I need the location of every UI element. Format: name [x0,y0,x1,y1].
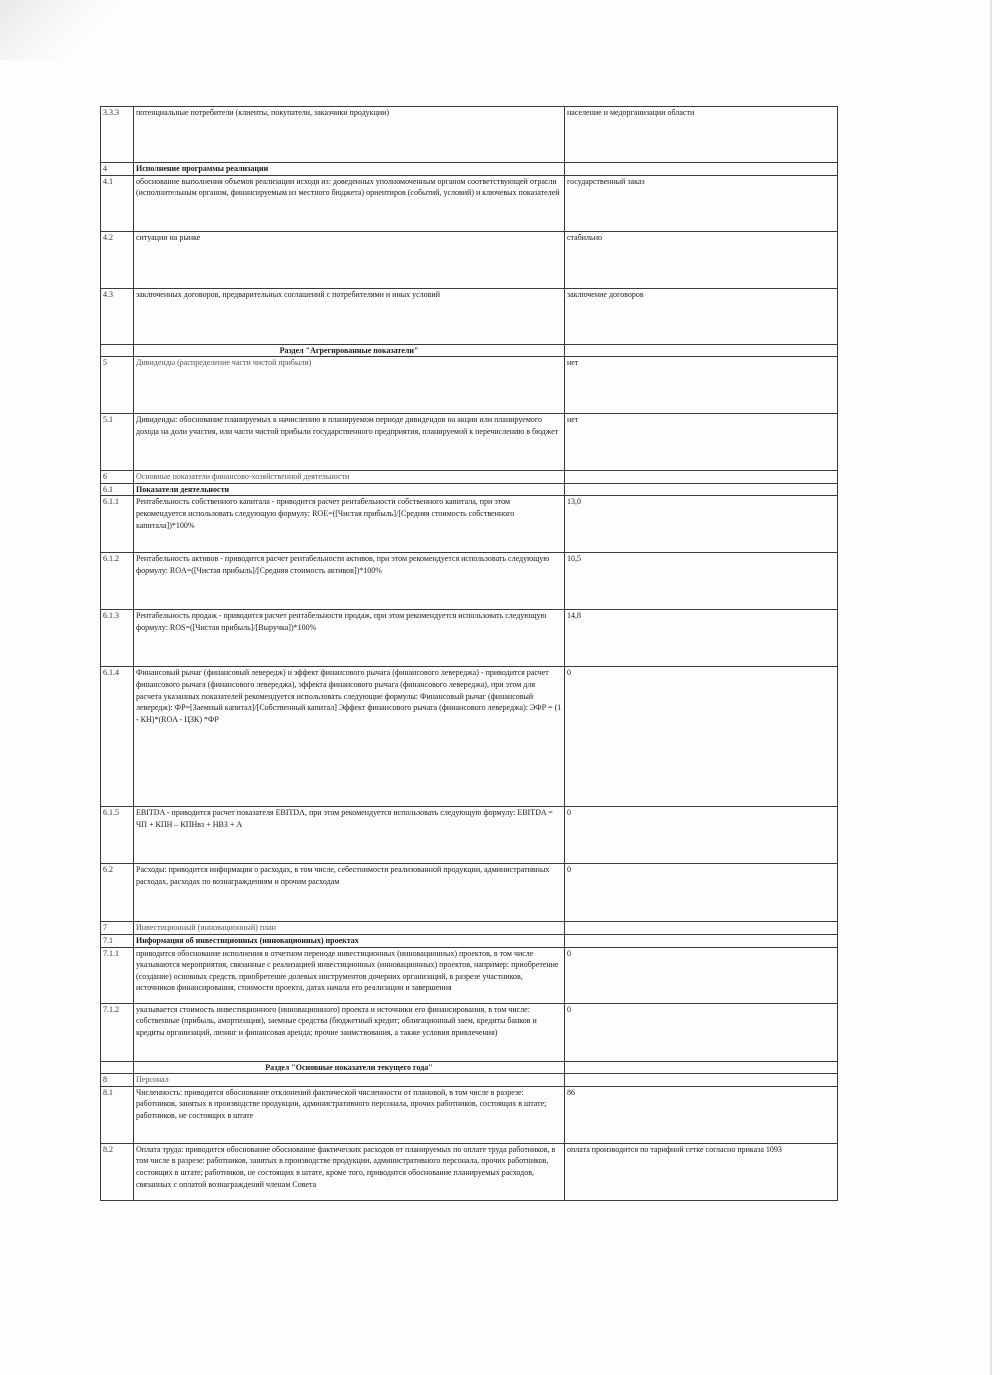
row-value [565,1074,838,1087]
table-row [101,357,838,414]
row-value: 86 [565,1086,838,1143]
row-value: заключение договоров [565,288,838,344]
row-description: указывается стоимость инвестиционного (инновационного) проекта и источники его финансирования, в том числе: собственные (прибыль, амортизация), заемные средства (бюджетный кредит; облигационный заем, кредиты банков и кредиты организаций, лизинг и финансовая аренда; прочие заимствования, а также условия привлечения) [134,1003,565,1061]
row-value [565,922,838,935]
table-row [101,414,838,471]
table-row [101,496,838,553]
row-number: 8.2 [101,1143,134,1200]
row-value [565,1061,838,1074]
row-description: Показатели деятельности [134,483,565,496]
section-title: Раздел "Агрегированные показатели" [134,344,565,357]
section-header-row [101,1061,838,1074]
row-description: приводится обоснование исполнения в отчетном переиоде инвестиционных (инновационных) проектов, в том числе указываются мероприятия, связанные с реализацией инвестиционных (инновационных) проектов, например: приобретение (создание) основных средств, приобретение долевых инструментов дочерних организаций, в разрезе участников, источников финансирования, стоимости проекта, датах начала его реализации и завершения [134,947,565,1003]
row-description: обоснование выполнения объемов реализации исходя из: доведенных уполномоченным органом соответствующей отрасли (исполнительным органом, финансируемым из местного бюджета) ориентиров (событий, условий) и ключевых показателей [134,175,565,231]
table-row [101,667,838,807]
row-description: Оплата труда: приводится обоснование обоснование фактических расходов от планируемых по оплате труда работников, в том числе в разрезе: работников, занятых в производстве продукции, административного персонала, прочих работников, состоящих в штате; работников, не состоящих в штате, кроме того, приводится обоснование планируемых расходов, связанных с оплатой вознаграждений членам Совета [134,1143,565,1200]
row-number: 4.3 [101,288,134,344]
row-number: 8.1 [101,1086,134,1143]
row-description: Дивиденды (распределение части чистой прибыли) [134,357,565,414]
row-description: Инвестиционный (инновационный) план [134,922,565,935]
row-value: стабильно [565,231,838,288]
row-description: Рентабельность собственного капитала - приводится расчет рентабельности собственного капитала, при этом рекомендуется использовать следующую формулу: ROE=([Чистая прибыль]/[Средняя стоимость собственного капитала])*100% [134,496,565,553]
row-description: Численность: приводится обоснование отклонений фактической численности от плановой, в том числе в разрезе: работников, занятых в производстве продукции, административного персонала, прочих работников, состоящих в штате; работников, не состоящих в штате [134,1086,565,1143]
row-value: оплата производится по тарифной сетке согласно приказа 1093 [565,1143,838,1200]
row-value [565,163,838,176]
row-description: Дивиденды: обоснование планируемых к начислению в планируемом периоде дивидендов на акции или планируемого дохода на доли участия, или части чистой прибыли государственного предприятия, планируемой к перечислению в бюджет [134,414,565,471]
row-number: 6.1.2 [101,553,134,610]
table-row [101,231,838,288]
report-table [100,106,838,1201]
row-value [565,344,838,357]
folded-page-corner [0,0,120,60]
row-number: 6.2 [101,864,134,922]
table-row [101,471,838,484]
row-value: 0 [565,807,838,864]
row-value: 10,5 [565,553,838,610]
row-number: 4.1 [101,175,134,231]
table-row [101,107,838,163]
row-number: 7 [101,922,134,935]
row-number: 8 [101,1074,134,1087]
row-number: 5 [101,357,134,414]
row-description: Рентабельность продаж - приводится расчет рентабельности продаж, при этом рекомендуется использовать следующую формулу: ROS=([Чистая прибыль]/[Выручка])*100% [134,610,565,667]
section-title: Раздел "Основные показатели текущего года" [134,1061,565,1074]
row-value: нет [565,414,838,471]
row-number: 6.1.5 [101,807,134,864]
row-value [565,483,838,496]
row-value [565,471,838,484]
table-row [101,175,838,231]
row-number: 6.1.3 [101,610,134,667]
row-value: 0 [565,667,838,807]
row-number: 5.1 [101,414,134,471]
row-number: 3.3.3 [101,107,134,163]
table-row [101,1074,838,1087]
table-row [101,1003,838,1061]
table-row [101,922,838,935]
row-value: 0 [565,864,838,922]
section-header-row [101,344,838,357]
row-number [101,1061,134,1074]
row-number: 7.1.2 [101,1003,134,1061]
row-number: 6 [101,471,134,484]
row-number: 7.1 [101,934,134,947]
table-row [101,288,838,344]
table-row [101,553,838,610]
row-value: 0 [565,947,838,1003]
row-description: потенциальные потребители (клиенты, покупатели, заказчики продукции) [134,107,565,163]
table-row [101,610,838,667]
table-row [101,864,838,922]
table-row [101,483,838,496]
row-description: Рентабельность активов - приводится расчет рентабельности активов, при этом рекомендуется использовать следующую формулу: ROA=([Чистая прибыль]/[Средняя стоимость активов])*100% [134,553,565,610]
table-row [101,163,838,176]
row-value: нет [565,357,838,414]
row-number: 4.2 [101,231,134,288]
table-row [101,934,838,947]
row-description: EBITDA - приводится расчет показателя EBITDA, при этом рекомендуется использовать следующую формулу: EBITDA = ЧП + КПН – КПНвз + НВЗ + А [134,807,565,864]
row-number: 4 [101,163,134,176]
row-number: 6.1 [101,483,134,496]
row-number [101,344,134,357]
row-value [565,934,838,947]
row-description: Персонал [134,1074,565,1087]
row-value: государственный заказ [565,175,838,231]
row-value: 0 [565,1003,838,1061]
row-value: 14,8 [565,610,838,667]
table-row [101,1143,838,1200]
row-description: заключенных договоров, предварительных соглашений с потребителями и иных условий [134,288,565,344]
table-row [101,1086,838,1143]
row-number: 6.1.4 [101,667,134,807]
row-description: Финансовый рычаг (финансовый левередж) и эффект финансового рычага (финансового левереджа) - приводится расчет финансового рычага (финансового левереджа), эффекта финансового рычага (финансового левереджа), при этом для расчета указанных показателей рекомендуется использовать следующие формулы: Финансовый рычаг (финансовый левередж): ФР=[Заемный капитал]/[Собственный капитал] Эффект финансового рычага (финансового левереджа): ЭФР = (1 - КН)*(ROA - ЦЗК) *ФР [134,667,565,807]
row-value: население и медорганизации области [565,107,838,163]
row-description: ситуации на рынке [134,231,565,288]
row-description: Основные показатели финансово-хозяйственной деятельности [134,471,565,484]
row-value: 13,0 [565,496,838,553]
page-edge-shadow [990,0,992,1375]
row-number: 6.1.1 [101,496,134,553]
table-row [101,807,838,864]
row-description: Информация об инвестиционных (инновационных) проектах [134,934,565,947]
table-row [101,947,838,1003]
row-description: Расходы: приводится информация о расходах, в том числе, себестоимости реализованной продукции, административных расходах, расходах по вознаграждениям и прочим расходам [134,864,565,922]
row-description: Исполнение программы реализации [134,163,565,176]
row-number: 7.1.1 [101,947,134,1003]
